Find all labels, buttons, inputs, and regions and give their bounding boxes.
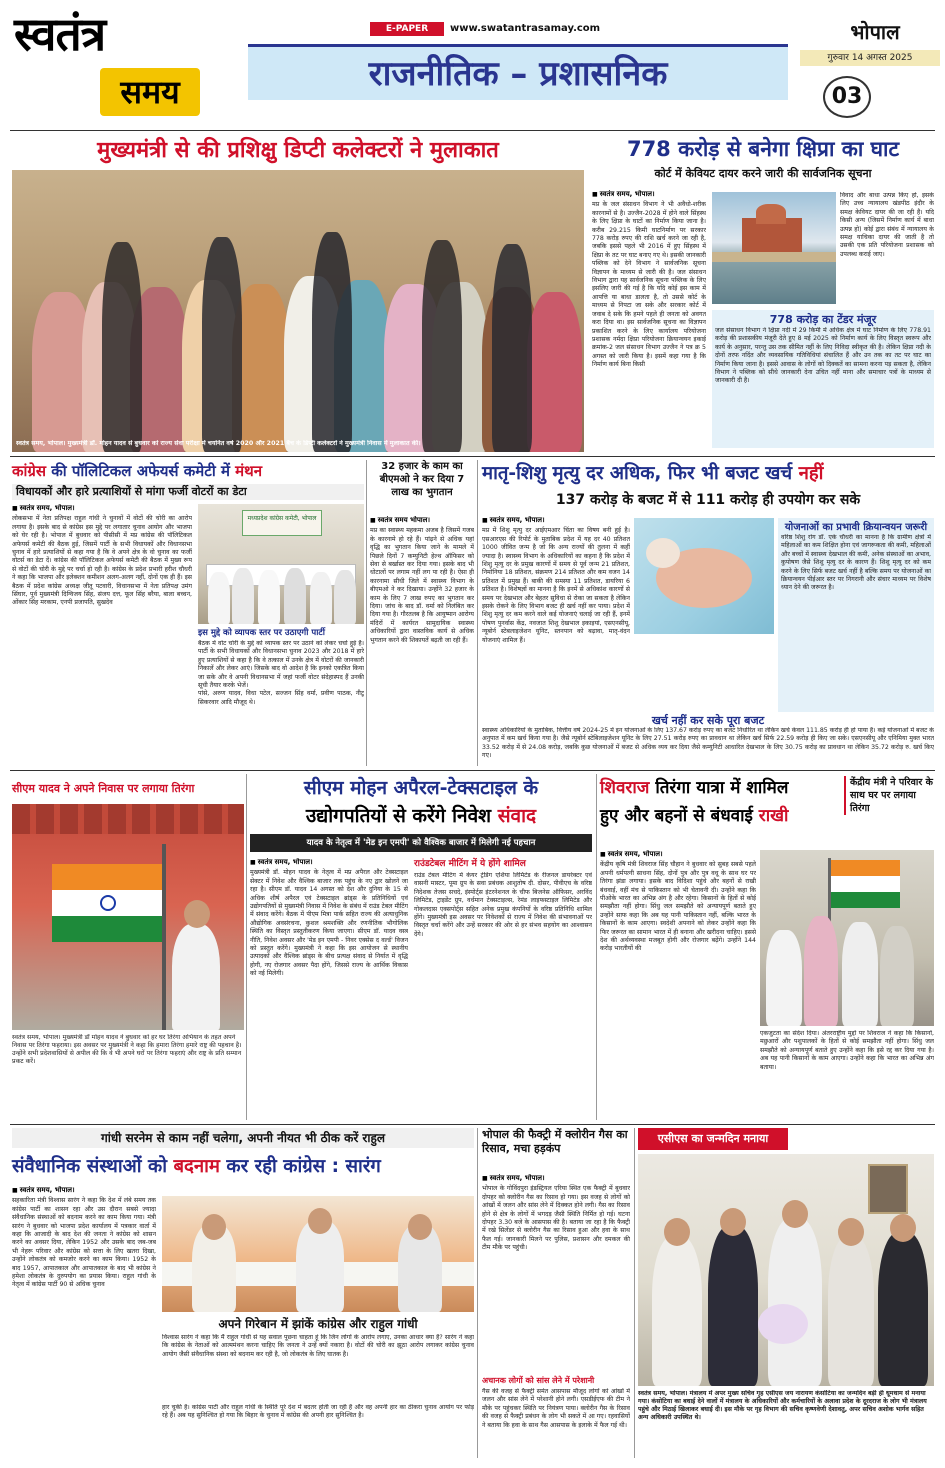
birthday-photo <box>638 1154 934 1386</box>
congress-banner-text: मध्यप्रदेश कांग्रेस कमेटी, भोपाल <box>247 515 317 522</box>
website-link[interactable]: www.swatantrasamay.com <box>450 23 601 34</box>
story7-col1 <box>250 858 408 1120</box>
story2-subhead: कोर्ट में केवियट दायर करने जारी की सार्वजनिक सूचना <box>654 167 872 180</box>
logo-top-text: स्वतंत्र <box>14 7 106 61</box>
story8-headline-line1 <box>600 774 840 802</box>
story5-body: मप्र में शिशु मृत्यु दर आईएमआर चिंता का विषय बनी हुई है। एसआरएस की रिपोर्ट के मुताबिक प्रदेश में यह दर 40 प्रतिशत 1000 जीवित जन्म है जो कि अन्य राज्यों की तुलना में कहीं ज्यादा है। स्वास्थ्य विभाग के अधिकारियों का कहना है कि प्रदेश में शिशु मृत्यु दर के प्रमुख कारणों में समय से पूर्व जन्म 21 प्रतिशत, निमोनिया 18 प्रतिशत, संक्रमण 214 प्रतिशत और कम वजन 14 प्रतिशत में प्रमुख हैं। बाकी की समस्या 11 प्रतिशत, डायरिया 6 प्रतिशत है। विशेषज्ञों का मानना है कि इनमें से अधिकांश कारणों से समय पर देखभाल और बेहतर सुविधा से रोका जा सकता है लेकिन इसके रोकने के लिए विभाग बजट ही खर्च नहीं कर पाया। प्रदेश में शिशु मृत्यु दर कम करने वाले कई योजनाएं चलाई जा रही हैं, इनमें पोषण पुनर्वास केंद्र, नवजात शिशु देखभाल इकाइयां, एसएनसीयू, न्यूबोर्न स्टेबलाइजेशन यूनिट, स्तनपान को बढ़ावा, मातृ-वंदन योजनाएं शामिल हैं। <box>482 527 630 644</box>
story7-headline-line2 <box>250 802 592 830</box>
story5-headline-mid: मृत्यु दर अधिक, फिर भी बजट खर्च <box>552 463 793 484</box>
story3-col1 <box>12 504 192 766</box>
epaper-label: E-PAPER <box>385 24 429 34</box>
story4-headline: 32 हजार के काम का बीएमओ ने कर दिया 7 लाख का भुगतान <box>379 461 465 498</box>
story2-headline: 778 करोड़ से बनेगा क्षिप्रा का घाट <box>626 137 900 161</box>
schemes-box <box>778 518 934 712</box>
story8-headline-line2 <box>600 802 840 830</box>
group-photo <box>12 170 584 452</box>
story10-headline: भोपाल की फैक्ट्री में क्लोरीन गैस का रिसाव, मचा हड़कंप <box>482 1128 628 1155</box>
story5-headline-red: नहीं <box>798 463 824 484</box>
story-sarang <box>12 1128 474 1458</box>
story3-headline <box>12 460 364 482</box>
story10-byline: ■ स्वतंत्र समय, भोपाल। <box>482 1174 630 1183</box>
story-bmo-payment <box>370 460 474 766</box>
newborn-photo <box>634 518 774 634</box>
story11-caption: स्वतंत्र समय, भोपाल। मंत्रालय में अपर मुख्य सचिव गृह एसीएस जय नारायण कंसोटिया का जन्मदिन बड़ी ही धूमधाम से मनाया गया। कंसोटिया का बधाई देने वालों में मंत्रालय के अधिकारियों और कर्मचारियों के अलावा प्रदेश के दूरदराज के लोग भी मंत्रालय पहुंचे और मिठाई खिलाकर बधाई दी। इस मौके पर गृह विभाग की सचिव कृष्णवेणी देशावतु, अपर सचिव अशोक भार्गव सहित अन्य अधिकारी उपस्थित थे। <box>638 1390 927 1421</box>
tender-box <box>712 310 934 448</box>
story5-subhead: 137 करोड़ के बजट में से 111 करोड़ ही उपयोग कर सके <box>555 492 861 508</box>
story9-mini-body2: हार चुकी है। कांग्रेस पार्टी और राहुल गांधी के स्थिति पूरे देश में बदतर होती जा रही है और वह अपनी हार का ठीकरा चुनाव आयोग पर फोड़ रहे हैं। अब यह सुनिश्चित हो गया कि बिहार के चुनाव में कांग्रेस की अपनी हार सुनिश्चित है। <box>162 1404 474 1420</box>
story8-col1 <box>600 850 756 1120</box>
story9-col1 <box>12 1186 156 1458</box>
story2-col1 <box>592 190 706 444</box>
story3-byline: ■ स्वतंत्र समय, भोपाल। <box>12 504 192 513</box>
story9-headline-red: बदनाम <box>173 1156 220 1177</box>
tender-box-title: 778 करोड़ का टेंडर मंजूर <box>769 313 877 326</box>
section-title: राजनीतिक – प्रशासनिक <box>368 54 668 94</box>
story9-mini-title: अपने गिरेबान में झांकें कांग्रेस और राहुल गांधी <box>218 1317 418 1331</box>
logo <box>14 6 204 118</box>
ghat-photo <box>712 192 836 304</box>
story7-headline-end: संवाद <box>497 805 537 827</box>
story9-headline-rest: कर रही कांग्रेस : सारंग <box>226 1156 381 1177</box>
budget-box-title: खर्च नहीं कर सके पूरा बजट <box>651 714 765 727</box>
budget-box <box>482 714 934 766</box>
story9-mini-body: विश्वास सारंग ने कहा कि मैं राहुल गांधी से यह सवाल पूछना चाहता हूं कि जिन लोगों के आरोप लगाए, उनका आधार क्या है? सारंग ने कहा कि कांग्रेस के नेताओं को आत्ममंथन करना चाहिए कि जनता ने उन्हें क्यों नकारा है। वोटों की चोरी का झूठा आरोप लगाकर कांग्रेस चुनाव आयोग जैसी संवैधानिक संस्था को बदनाम कर रही है, जो लोकतंत्र के लिए घातक है। <box>162 1334 474 1358</box>
sarang-press-photo <box>162 1196 474 1312</box>
story-cm-deputy-collectors <box>12 134 584 452</box>
date-line <box>800 50 940 66</box>
story9-body: सहकारिता मंत्री विश्वास सारंग ने कहा कि देश में लंबे समय तक कांग्रेस पार्टी का शासन रहा और उस दौरान सबसे ज्यादा संवैधानिक संस्थाओं को बदनाम करने का काम किया गया। मंत्री सारंग ने बुधवार को भाजपा प्रदेश कार्यालय में पत्रकार वार्ता में कहा कि आजादी के बाद देश की जनता ने कांग्रेस को शासन करने का अवसर दिया, लेकिन 1952 और उसके बाद जब-जब भी नेहरू परिवार और कांग्रेस को सत्ता के लिए खतरा दिखा, उन्होंने लोकतंत्र को कमजोर करने का काम किया। 1952 के बाद 1957, आपातकाल और आपातकाल के बाद भी कांग्रेस ने हमेशा लोकतंत्र के दुरुपयोग का प्रयास किया। राहुल गांधी के नेतृत्व में कांग्रेस पार्टी 90 से अधिक चुनाव <box>12 1197 156 1289</box>
story9-headline <box>12 1152 474 1182</box>
story8-col2: एकजुटता का संदेश दिया। अंतरराष्ट्रीय मुद्दों पर शिवराज ने कहा कि किसानों, मछुआरों और पशुपालकों के हितों से कोई समझौता नहीं होगा। सिंधु जल समझौते को अन्यायपूर्ण बताते हुए उन्होंने कहा कि इसे रद्द कर दिया गया है। अब यह पानी किसानों के काम आएगा। उन्होंने कहा कि भारत का अभिन्न अंग बताया। <box>760 1030 934 1071</box>
masthead <box>0 0 945 128</box>
page-number <box>823 76 871 118</box>
story-maternal-infant <box>482 460 934 766</box>
story11-headline: एसीएस का जन्मदिन मनाया <box>657 1132 769 1145</box>
story2-body2: विवाद और बाधा उत्पन्न किए हो, इसके लिए उच्च न्यायालय खंडपीठ इंदौर के समक्ष केवियट दायर की जा रही है। यदि किसी अन्य (जिसमें निर्माण कार्य में बाधा उत्पन्न हो) कोई द्वारा संबंध में न्यायालय के समक्ष याचिका दायर की जाती है तो उसकी एक प्रति परियोजना प्रशासक को उपलब्ध कराई जाए। <box>840 192 934 258</box>
story3-headline-rest: की पॉलिटिकल अफेयर्स कमेटी में <box>51 462 230 480</box>
story7-byline: ■ स्वतंत्र समय, भोपाल। <box>250 858 408 867</box>
story8-byline: ■ स्वतंत्र समय, भोपाल। <box>600 850 756 859</box>
story8-headline-first: तिरंगा यात्रा में शामिल <box>655 778 789 798</box>
story7-body: मुख्यमंत्री डॉ. मोहन यादव के नेतृत्व में मप्र अपैरल और टेक्सटाइल सेक्टर में निवेश और वैश्विक बाजार तक पहुंच के नए द्वार खोलने जा रहा है। सीएम डॉ. यादव 14 अगस्त को देश और दुनिया के 15 से अधिक शीर्ष अपैरल एवं टेक्सटाइल ब्रांड्स के प्रतिनिधियों एवं उद्योगपतियों से मुख्यमंत्री निवास में निवेश के संबंध में राउंड टेबल मीटिंग में संवाद करेंगे। बैठक में पीएम मित्रा पार्क सहित राज्य की अत्याधुनिक औद्योगिक अवसंरचना, कुशल श्रमशक्ति और रणनीतिक भौगोलिक स्थिति का विस्तृत प्रस्तुतीकरण किया जाएगा। सीएम डॉ. यादव वस्त्र नीति, निवेश अवसर और 'मेड इन एमपी - निवर एक्सेस द वर्ल्ड' विजन को प्रस्तुत करेंगे। मुख्यमंत्री ने कहा कि इस आयोजन से स्थानीय उत्पादकों और वैश्विक ब्रांड्स के बीच प्रत्यक्ष संवाद से निर्यात में वृद्धि होगी, नए रोजगार अवसर पैदा होंगे, जिससे राज्य के आर्थिक विकास को नई मिलेगी। <box>250 869 408 978</box>
story1-caption: स्वतंत्र समय, भोपाल। मुख्यमंत्री डॉ. मोहन यादव से बुधवार को राज्य सेवा परीक्षा में चयनित वर्ष 2020 और 2021 बैच के डिप्टी कलेक्टरों ने मुख्यमंत्री निवास में मुलाकात की। <box>16 440 421 447</box>
story8-side-note: केंद्रीय मंत्री ने परिवार के साथ घर पर लगाया तिरंगा <box>844 776 934 815</box>
story3-subhead: विधायकों और हारे प्रत्याशियों से मांगा फर्जी वोटरों का डेटा <box>12 484 364 500</box>
story6-headline: सीएम यादव ने अपने निवास पर लगाया तिरंगा <box>12 782 195 795</box>
story9-kicker: गांधी सरनेम से काम नहीं चलेगा, अपनी नीयत भी ठीक करें राहुल <box>12 1128 474 1148</box>
story7-mini-title: राउंडटेबल मीटिंग में ये होंगे शामिल <box>414 859 526 869</box>
story4-byline: ■ स्वतंत्र समय भोपाल। <box>370 516 474 525</box>
story7-headline-line1: सीएम मोहन अपैरल-टेक्सटाइल के <box>303 777 539 799</box>
story3-body: लोकसभा में नेता प्रतिपक्ष राहुल गांधी ने चुनावों में वोटों की चोरी का आरोप लगाया है। इसके बाद से कांग्रेस इस मुद्दे पर लगातार चुनाव आयोग और भाजपा को घेर रही है। भोपाल में बुधवार को पीसीसी में मप्र कांग्रेस की पॉलिटिकल अफेयर्स कमेटी की बैठक हुई, जिसमें पार्टी के सभी विधायकों और विधानसभा चुनाव में हारे प्रत्याशियों से कहा गया है कि वे अपने क्षेत्र के वो चुनाव का फर्जी वोटर्स का डेटा दें। कांग्रेस की पॉलिटिकल अफेयर्स कमेटी की बैठक में मुख्य रूप से वोटों की चोरी के मुद्दे पर चर्चा हो रही है। कांग्रेस के प्रदेश प्रभारी हरीश चौधरी ने कहा कि भाजपा और इलेक्शन कमीशन अलग-अलग नहीं, दोनों एक ही हैं। इस बैठक में प्रदेश कांग्रेस अध्यक्ष जीतू पटवारी, विधानसभा में नेता प्रतिपक्ष उमंग सिंघार, पूर्व मुख्यमंत्री दिग्विजय सिंह, संजय दत्त, फूल सिंह बरैया, बाला बच्चन, ओंकार सिंह मरकाम, एनपी प्रजापति, सुखदेव <box>12 515 192 607</box>
story2-col3 <box>840 192 934 304</box>
story10-mini-title: अचानक लोगों को सांस लेने में परेशानी <box>482 1376 595 1385</box>
story2-body1: मप्र के जल संसाधन विभाग ने भी अवैधो-शरीक कारनामों से है। उज्जैन-2028 में होने वाले सिंहस्थ के लिए क्षिप्रा के घाटों का निर्माण किया जाना है। करीब 29.215 किमी घाटनिर्माण पर सरकार 778 करोड़ रुपए की राशि खर्च करने जा रही है, जबकि इससे पहले भी 2016 में हुए सिंहस्थ में क्षिप्रा के तट पर घाट बनाए गए थे। इसकी जानकारी पब्लिक को देने विभाग ने सार्वजनिक सूचना विज्ञापन के माध्यम से जारी की है। जल संसाधन विभाग द्वारा यह सार्वजनिक सूचना पब्लिक के लिए इसलिए जारी की गई है कि यदि कोई इस काम में आपत्ति या बाधा डालता है, तो उससे कोर्ट के माध्यम से निपटा जा सके और सरकार कोर्ट में जवाब दे सके कि हमने पहले ही जनता को अवगत करा दिया था। इस सार्वजनिक सूचना का विज्ञापन प्रकाशित करने के लिए कार्यालय परियोजना प्रशासक नर्मदा क्षिप्रा परियोजना क्रियान्वयन इकाई क्रमांक-2 जल संसाधन विभाग उज्जैन ने पत्र क्र 5 अगस्त को जारी किया है। इसमें कहा गया है कि निर्माण कार्य बिना किसी <box>592 201 706 369</box>
story9-byline: ■ स्वतंत्र समय, भोपाल। <box>12 1186 156 1195</box>
story3-headline-end: मंथन <box>235 462 263 480</box>
story3-mini-text: बैठक में वोट चोरी के मुद्दे को व्यापक स्तर पर उठाने को लेकर चर्चा हुई है। पार्टी के सभी विधायकों और विधानसभा चुनाव 2023 और 2018 में हारे हुए प्रत्याशियों से कहा है कि वे तत्काल में उनके क्षेत्र में वोटरों की जानकारी निकालें और लेकर आएं। जिसके बाद वो आदेश है कि इनको एकत्रित किया जा सके और वे अपनी विधानसभा में जहां फर्जी वोटर संदेहास्पद हैं उनकी सूची तैयार करके भेजें। <box>198 640 364 690</box>
story8-headline-red: शिवराज <box>600 778 650 798</box>
story3-mini-text2: पांसे, अरुण यादव, विधा पटेल, सज्जन सिंह वर्मा, प्रवीण पाठक, नीटू सिकरवार आदि मौजूद थे। <box>198 690 364 706</box>
epaper-badge <box>370 22 444 36</box>
page-number-text: 03 <box>831 84 863 109</box>
story10-body: भोपाल के गोविंदपुरा इंडस्ट्रियल एरिया स्थित एक फैक्ट्री में बुधवार दोपहर को क्लोरीन गैस का रिसाव हो गया। इस वजह से लोगों को आंखों में जलन और सांस लेने में दिक्कत होने लगी। गैस का रिसाव होने से क्षेत्र के लोगों में भगदड़ जैसी स्थिति निर्मित हो गई। घटना दोपहर 3.30 बजे के आसपास की है। बताया जा रहा है कि फैक्ट्री में रखे सिलेंडर से क्लोरीन गैस का रिसाव हुआ और हवा के साथ फैल गई। जानकारी मिलने पर पुलिस, प्रशासन और दमकल की टीम मौके पर पहुंची। <box>482 1185 630 1252</box>
story-congress-pac <box>12 460 364 766</box>
story4-body: मप्र का स्वास्थ्य महकमा अजब है जिसमें गजब के कारनामे हो रहे हैं। पांढ़ने से अधिक यहां वृद्धि का भुगतान किया जाने के मामले में पिछले दिनों 7 कम्युनिटी हेल्थ ऑफिसर को सेवा से बर्खास्त कर दिया गया। इसके बाद भी धोटालों पर लगाम नहीं लग पा रही है। ऐसा ही कारनामा सीधी जिले में स्वास्थ्य विभाग के बीएमओ ने कर दिखाया। उन्होंने 32 हजार के काम के लिए 7 लाख रुपए का भुगतान कर दिया। जांच के बाद डॉ. वर्मा को निलंबित कर दिया गया है। गौरतलब है कि आयुष्मान आरोग्य मंदिरों में कार्यरत सामुदायिक स्वास्थ्य अधिकारियों द्वारा वास्तविक कार्य से अधिक भुगतान करने की शिकायतें बढ़ती जा रही हैं। <box>370 527 474 644</box>
story5-headline <box>482 460 934 488</box>
section-banner <box>248 44 788 100</box>
schemes-box-title: योजनाओं का प्रभावी क्रियान्वयन जरूरी <box>784 522 928 533</box>
tender-box-body: जल संसाधन विभाग ने क्षिप्रा नदी में 29 किमी में अधिक क्षेत्र में घाट निर्माण के लिए 778.91 करोड़ की प्रशासकीय मंजूरी देते हुए 8 मई 2025 को निर्माण कार्य के लिए विस्तृत स्वरूप और कार्य के अनुसार, परन्तु उस तक सीमित नहीं के लिए निविदा स्वीकृत की है। लेकिन क्षिप्रा नदी के दोनों तरफ नदिंत और व्यवसायिक गतिविधियां संचालित हैं और उन तक का तट पर घाट का निर्माण किया जाना है। इससे आवास के लोगों को दिक्कतें का सामना करना पड़ सकता है, लेकिन विभाग ने पब्लिक को सीधे जानकारी देना उचित नहीं माना और समाचार पत्रों के माध्यम से जानकारी दी है। <box>715 327 931 385</box>
story9-headline-blue: संवैधानिक <box>12 1156 81 1177</box>
story5-col1 <box>482 516 630 712</box>
story5-headline-blue: मातृ-शिशु <box>482 463 547 484</box>
story11-headline-bar <box>638 1128 788 1150</box>
story7-mini-body: राउंड टेबल मीटिंग में केयर ट्रेडिंग एशिया लिमिटेड के रीजनल डायरेक्टर एवं वासनी मास्टर, पूमा ग्रुप के सवा प्रबंधक आशुतोष दी. दोसर, पीवीएच के वरिष्ठ निदेशक तेजस सचदे, इंस्पोर्ट्स इंटरनेशनल के चीफ बिजनेस ऑफिसर, अरविंद लिमिटेड, ट्राइडेंट ग्रुप, वर्धमान टेक्सटाइल्स, रेमंड लाइफस्टाइल लिमिटेड और गोकलदास एक्सपोर्ट्स सहित अनेक प्रमुख कंपनियों के वरिष्ठ प्रतिनिधि शामिल होंगे। मुख्यमंत्री इस अवसर पर निवेशकों से राज्य में निवेश की संभावनाओं पर विस्तृत चर्चा करेंगे और उन्हें सरकार की ओर से हर संभव सहयोग का आश्वासन देंगे। <box>414 872 592 938</box>
story3-mini-body <box>198 640 364 766</box>
congress-meeting-photo <box>198 504 364 624</box>
story-chlorine-gas <box>482 1128 630 1458</box>
story8-body: केंद्रीय कृषि मंत्री शिवराज सिंह चौहान ने बुधवार को सुबह सबसे पहले अपनी धर्मपत्नी साधना सिंह, दोनों पुत्र और पुत्र वधू के साथ घर पर तिरंगा झंडा लगाया। इसके बाद विदिशा पहुंचे और बहनों से राखी बंधवाई, वहीं मंच से पाकिस्तान को भी चेतावनी दी। उन्होंने कहा कि पीओके भारत का अभिन्न अंग है और रहेगा। किसानों के हितों से कोई समझौता नहीं होगा। सिंधु जल समझौते को अन्यायपूर्ण बताते हुए उन्होंने साफ कहा कि अब यह पानी पाकिस्तान नहीं, बल्कि भारत के किसानों के काम आएगा। स्वदेशी अपनाने को लेकर उन्होंने कहा कि फिर जरूरत का सामान भारत में ही बनाना और खरीदना चाहिए। इससे देश की अर्थव्यवस्था मजबूत होगी और रोजगार बढ़ेंगे। उन्होंने 144 करोड़ भारतीयों की <box>600 861 756 953</box>
date-text: गुरुवार 14 अगस्त 2025 <box>827 53 913 63</box>
story1-headline: मुख्यमंत्री से की प्रशिक्षु डिप्टी कलेक्टरों ने मुलाकात <box>97 138 499 163</box>
story-kshipra-ghat <box>592 134 934 452</box>
story2-byline: ■ स्वतंत्र समय, भोपाल। <box>592 190 706 199</box>
schemes-box-body: वरिष्ठ शिशु रोग डॉ. एके चौधरी का मानना है कि ग्रामीण क्षेत्रों में महिलाओं का कम शिक्षित होना एवं जागरूकता की कमी, महिलाओं और बच्चों में स्वास्थ्य देखभाल की कमी, अनेक संस्थाओं का अभाव, कुपोषण जैसे शिशु मृत्यु दर के कारण हैं। शिशु मृत्यु दर को कम करने के लिए सिर्फ बजट खर्च नहीं है बल्कि समय पर योजनाओं का क्रियान्वयन पीईआर स्तर पर निगरानी और संचार माध्यम पर विशेष ध्यान देने की जरूरत है। <box>781 534 931 592</box>
story8-headline-end: राखी <box>758 806 789 826</box>
story3-mini-title: इस मुद्दे को व्यापक स्तर पर उठाएगी पार्टी <box>198 628 325 638</box>
story7-headline-mid: उद्योगपतियों से करेंगे निवेश <box>305 805 492 827</box>
story7-tagline-bar <box>250 834 592 852</box>
city-name: भोपाल <box>850 20 900 44</box>
story-apparel-textile <box>250 774 592 1120</box>
story-cm-tiranga <box>12 774 244 1120</box>
budget-box-body: स्वास्थ्य अधिकारियों के मुताबिक, वित्तीय वर्ष 2024-25 में इन योजनाओं के लिए 137.67 करोड़ रुपए का बजट निर्धारित था लेकिन खर्च केवल 111.85 करोड़ ही हो पाया है। कई योजनाओं में बजट के अनुपात में कम खर्च किया गया है। जैसे न्यूबोर्न स्टेबिलाइजेशन यूनिट के लिए 27.51 करोड़ रुपए का प्रावधान था लेकिन खर्च सिर्फ 22.59 करोड़ ही किए जा सके। एसएनसीयू और एनिमिया मुक्त भारत 33.52 करोड़ में से 24.08 करोड़, जबकि कुछ योजनाओं में बजट से अधिक व्यय कर दिया जैसे कम्युनिटी आधारित देखभाल के लिए 30.75 करोड़ का प्रावधान था लेकिन 35.72 करोड़ रु. खर्च किए गए। <box>482 727 934 760</box>
story-acs-birthday <box>638 1128 934 1458</box>
story5-byline: ■ स्वतंत्र समय, भोपाल। <box>482 516 630 525</box>
story3-headline-red: कांग्रेस <box>12 462 47 480</box>
story9-headline-mid: संस्थाओं को <box>86 1156 167 1177</box>
story10-mini-body: गैस की वजह से फैक्ट्री समेत आसपास मौजूद लोगों को आंखों में जलन और सांस लेने में परेशानी होने लगी। एसडीईएफ की टीम ने मौके पर पहुंचकर स्थिति पर नियंत्रण पाया। क्लोरीन गैस के रिसाव की वजह से फैक्ट्री प्रबंधन के लोग भी सकते में आ गए। रहवासियों ने बताया कि हवा के साथ गैस आसपास के इलाके में फैल गई थी। <box>482 1388 630 1429</box>
story-shivraj <box>600 774 934 1120</box>
story6-caption: स्वतंत्र समय, भोपाल। मुख्यमंत्री डॉ मोहन यादव ने बुधवार को हर घर तिरंगा अभियान के तहत अपने निवास पर तिरंगा फहराया। इस अवसर पर मुख्यमंत्री ने कहा कि हमारा तिरंगा हमारे राष्ट्र की पहचान है। उन्होंने सभी प्रदेशवासियों से अपील की कि वे भी अपने घरों पर तिरंगा फहराएं और राष्ट्र के प्रति सम्मान प्रकट करें। <box>12 1034 242 1065</box>
logo-bottom-box <box>100 68 200 116</box>
cm-flag-photo <box>12 804 244 1030</box>
story4-body-col <box>370 516 474 766</box>
story8-headline-second: हुए और बहनों से बंधवाई <box>600 806 753 826</box>
logo-bottom-text: समय <box>120 73 180 111</box>
shivraj-flag-photo <box>760 850 934 1026</box>
story7-tagline: यादव के नेतृत्व में 'मेड इन एमपी' को वैश्विक बाजार में मिलेगी नई पहचान <box>306 838 536 848</box>
story10-col <box>482 1174 630 1374</box>
